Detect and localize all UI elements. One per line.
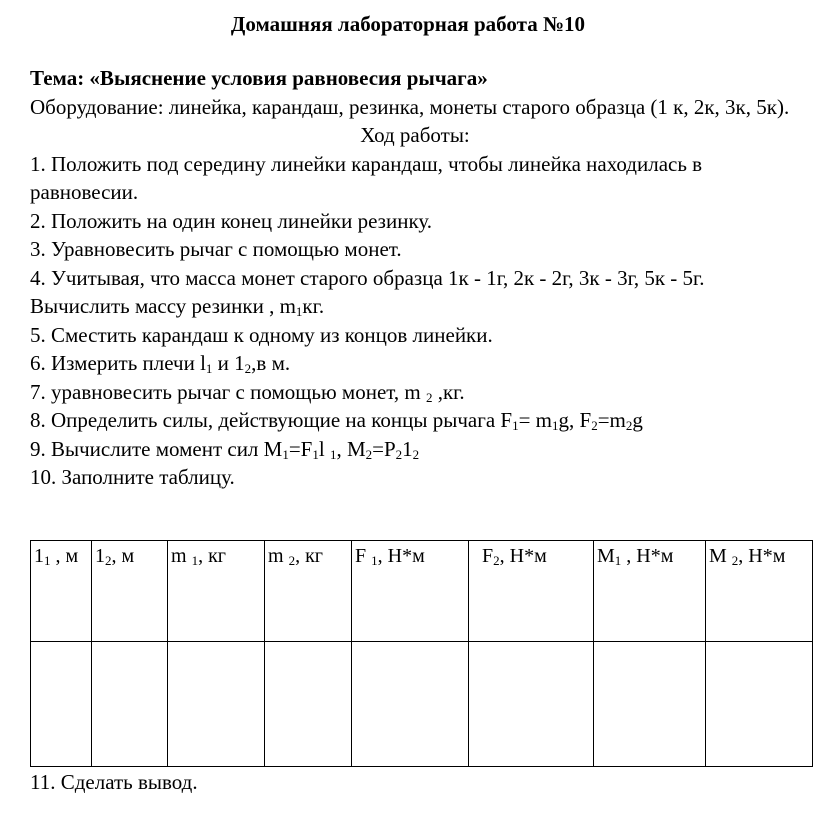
step-2: 2. Положить на один конец линейки резинку. <box>30 208 433 233</box>
step-6-sub-1: 1 <box>205 361 213 376</box>
step-9-part-f: 1 <box>402 436 413 461</box>
header-m2: m $_2$, кг <box>265 541 352 642</box>
header-m1: m $_1$, кг <box>168 541 265 642</box>
step-9-part-e: =P <box>372 436 396 461</box>
step-7-text: 7. уравновесить рычаг с помощью монет, m <box>30 379 426 404</box>
step-3: 3. Уравновесить рычаг с помощью монет. <box>30 237 402 261</box>
step-4-unit: кг. <box>302 294 325 318</box>
document-body <box>30 64 800 492</box>
table-cell[interactable] <box>594 642 706 767</box>
table-cell[interactable] <box>706 642 813 767</box>
equipment-line: Оборудование: линейка, карандаш, резинка, монеты старого образца (1 к, 2к, 3к, 5к). <box>30 94 790 119</box>
table-header-row <box>31 541 813 642</box>
header-moment-1: $M_1$ , Н*м <box>594 541 706 642</box>
step-6 <box>30 349 800 378</box>
step-9-sub-3: 1 <box>329 446 337 462</box>
step-7-unit: ,кг. <box>432 379 465 404</box>
table-cell[interactable] <box>92 642 168 767</box>
step-9-sub-6: 2 <box>412 446 420 462</box>
step-9-sub-5: 2 <box>395 446 403 462</box>
step-4 <box>30 264 800 321</box>
step-9-sub-4: 2 <box>365 446 373 462</box>
step-6-and: и 1 <box>212 351 245 375</box>
step-8-sub-4: 2 <box>625 418 633 433</box>
step-4-text: 4. Учитывая, что масса монет старого образца 1к - 1г, 2к - 2г, 3к - 3г, 5к - 5г. Вычислить массу резинки , m <box>30 265 705 318</box>
step-1: 1. Положить под середину линейки карандаш, чтобы линейка находилась в равновесии. <box>30 151 703 204</box>
step-8-part-c: g, F <box>558 408 592 432</box>
step-6-unit: ,в м. <box>251 351 291 375</box>
step-6-text: 6. Измерить плечи l <box>30 351 206 375</box>
step-6-sub-2: 2 <box>244 361 252 376</box>
conclusion-line: 11. Сделать вывод. <box>30 770 198 794</box>
step-9-sub-2: 1 <box>312 446 319 462</box>
step-5: 5. Сместить карандаш к одному из концов линейки. <box>30 322 493 347</box>
step-8-text: 8. Определить силы, действующие на концы рычага F <box>30 408 513 432</box>
step-7 <box>30 378 800 407</box>
step-9-part-c: l <box>318 436 330 461</box>
header-l2: $1_2$, м <box>92 541 168 642</box>
step-8-part-d: =m <box>597 408 626 432</box>
step-9-part-d: , M <box>336 436 366 461</box>
step-8 <box>30 406 800 435</box>
step-8-sub-1: 1 <box>512 418 519 433</box>
table-row <box>31 642 813 767</box>
header-l1: $1_1$ , м <box>31 541 92 642</box>
page-title: Домашняя лабораторная работа №10 <box>230 12 586 36</box>
step-8-sub-3: 2 <box>591 418 598 433</box>
theme-line: Тема: «Выяснение условия равновесия рычага» <box>30 66 488 90</box>
step-4-sub: 1 <box>295 304 303 319</box>
step-9-part-b: =F <box>288 436 313 461</box>
step-9-text: 9. Вычислите момент сил M <box>30 436 283 461</box>
table-cell[interactable] <box>31 642 92 767</box>
table-cell[interactable] <box>352 642 469 767</box>
table-cell[interactable] <box>469 642 594 767</box>
step-8-sub-2: 1 <box>552 418 559 433</box>
step-7-sub: 2 <box>425 389 433 405</box>
step-8-part-b: = m <box>518 408 553 432</box>
step-9-sub-1: 1 <box>282 446 289 462</box>
progress-heading: Ход работы: <box>360 123 470 147</box>
header-f1: F $_1$, Н*м <box>352 541 469 642</box>
header-moment-2: M $_2$, Н*м <box>706 541 813 642</box>
step-10: 10. Заполните таблицу. <box>30 465 235 489</box>
step-8-part-e: g <box>632 408 643 432</box>
table-cell[interactable] <box>265 642 352 767</box>
step-9 <box>30 435 800 464</box>
results-table <box>30 540 813 767</box>
table-cell[interactable] <box>168 642 265 767</box>
header-f2: $F_2$, Н*м <box>469 541 594 642</box>
